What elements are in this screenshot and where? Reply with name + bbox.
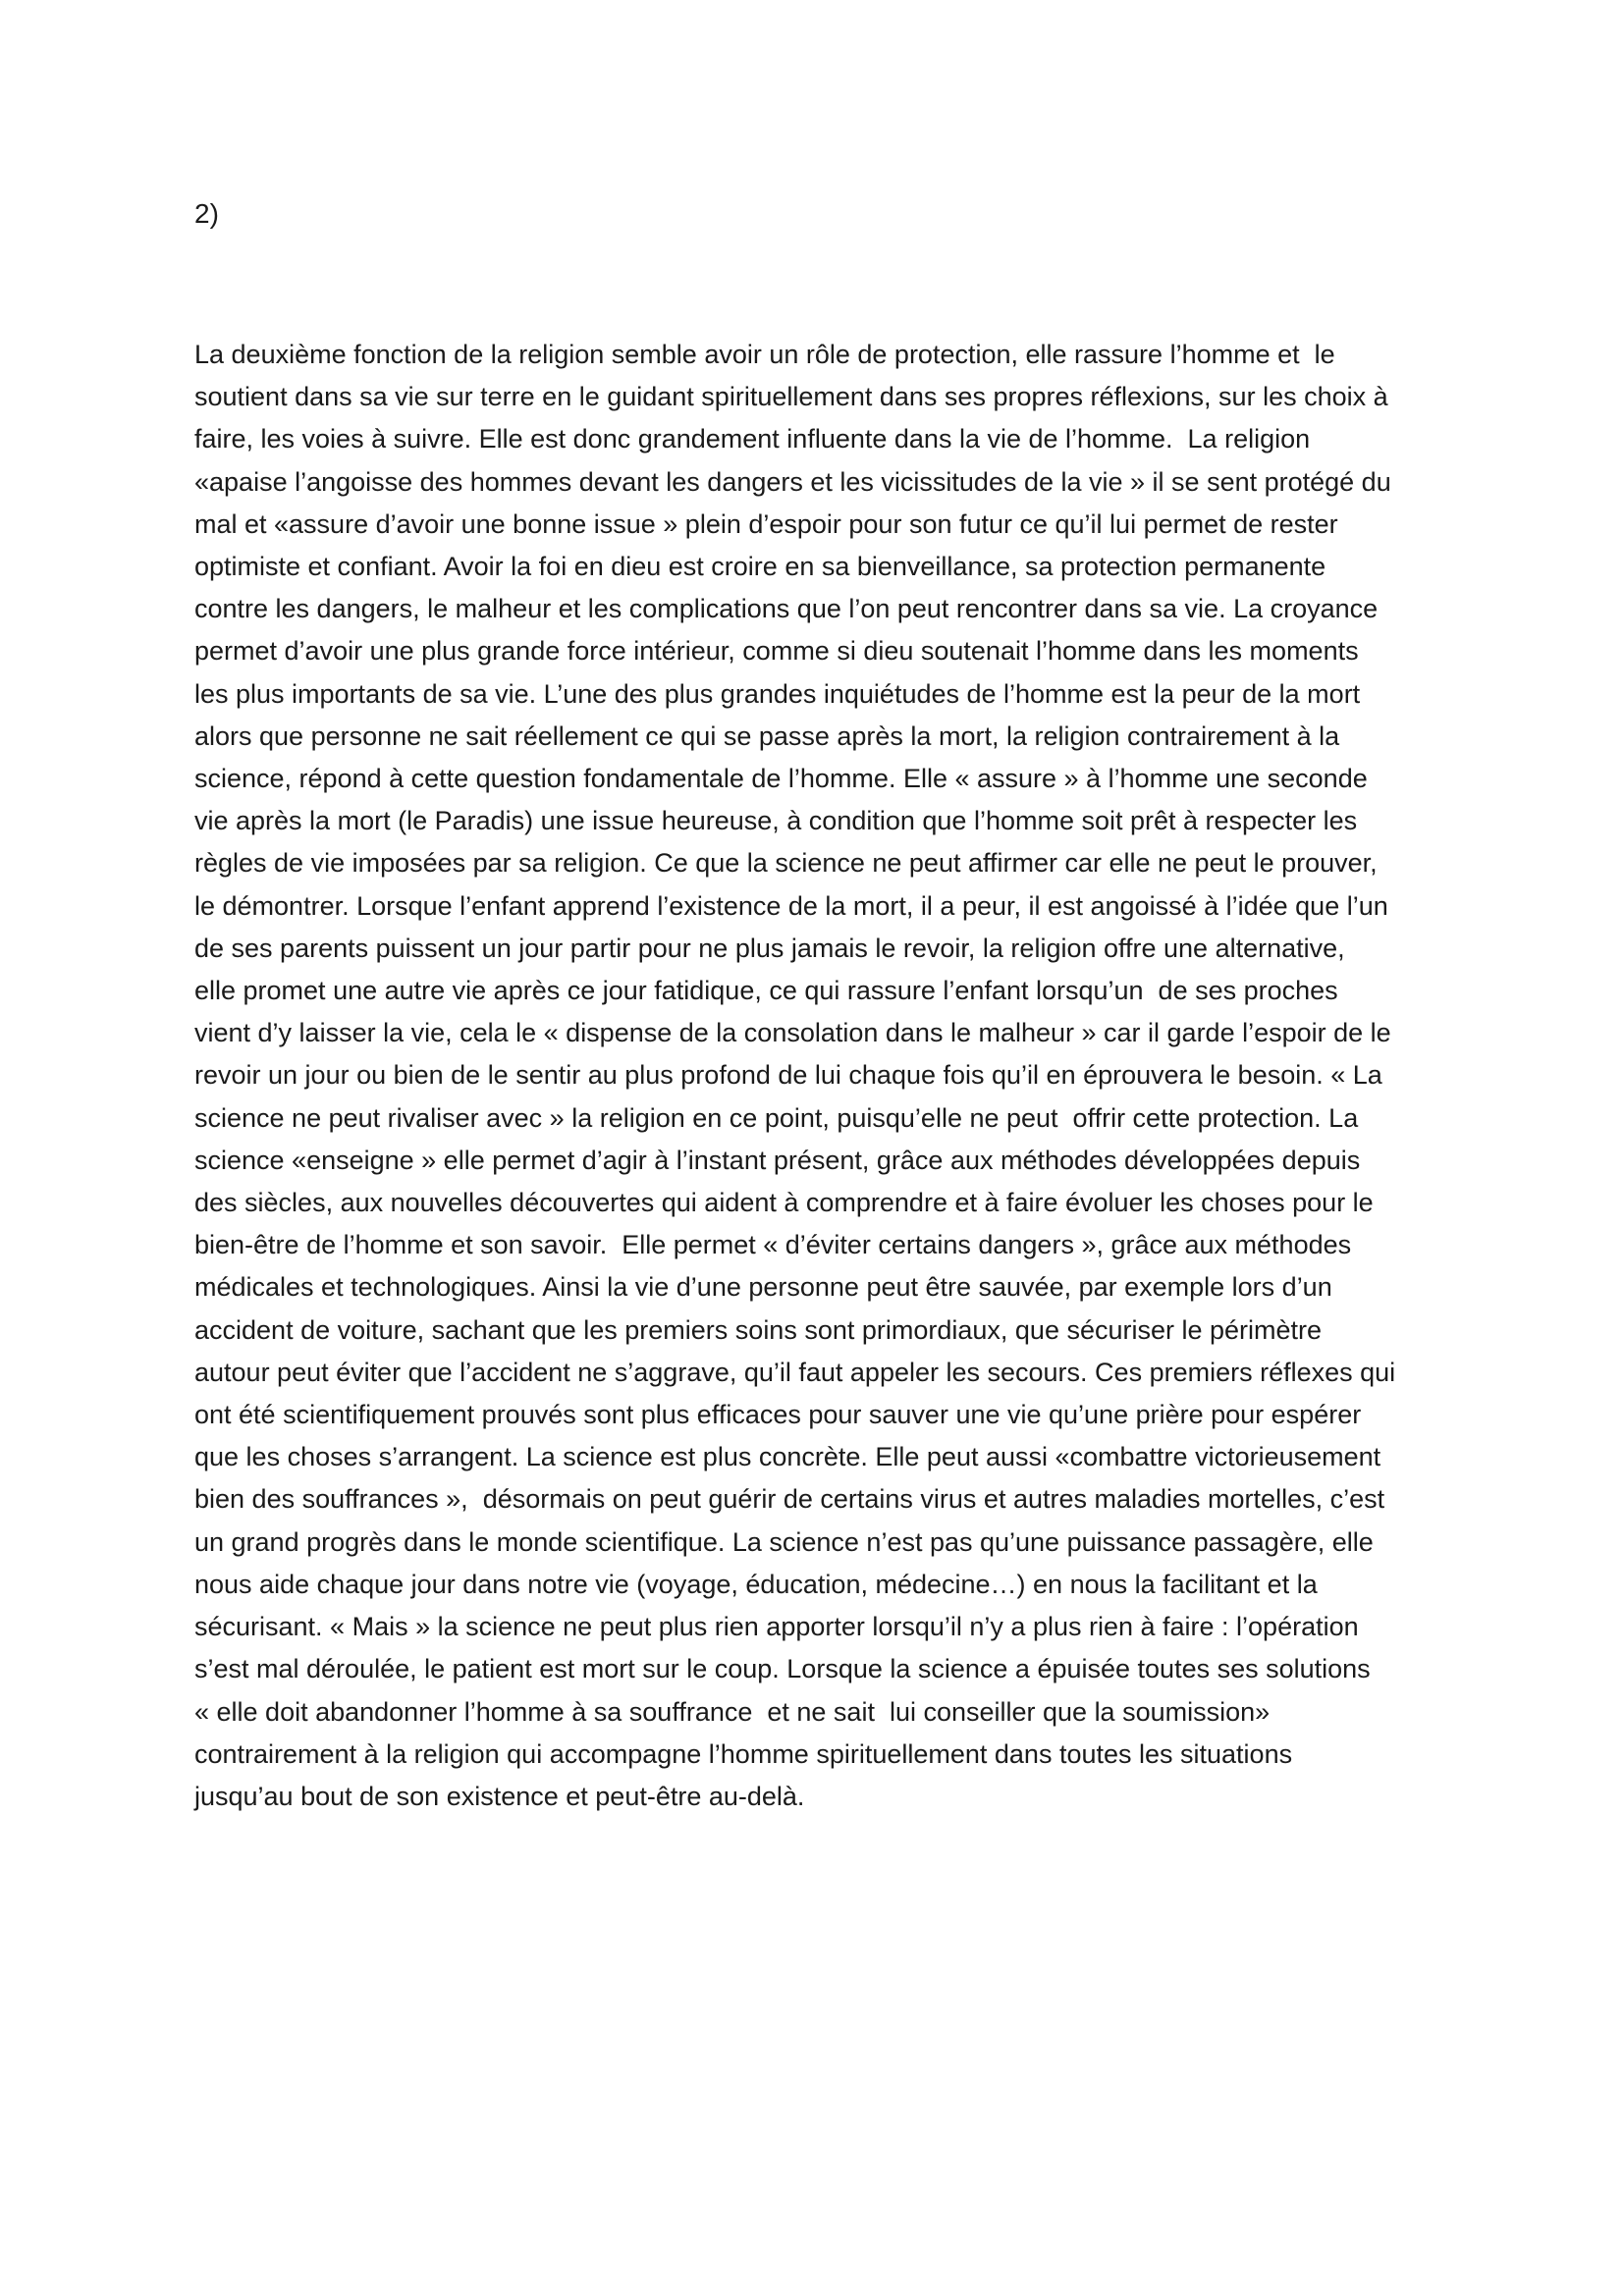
text-line: sécurisant. « Mais » la science ne peut plus rien apporter lorsqu’il n’y a plus rien à faire : l’opération — [194, 1612, 1359, 1642]
text-line: mal et «assure d’avoir une bonne issue » plein d’espoir pour son futur ce qu’il lui permet de rester — [194, 508, 1338, 539]
section-number: 2) — [194, 198, 219, 229]
text-line: s’est mal déroulée, le patient est mort sur le coup. Lorsque la science a épuisée toutes ses solutions — [194, 1654, 1371, 1684]
text-line: La deuxième fonction de la religion semble avoir un rôle de protection, elle rassure l’homme et le — [194, 340, 1335, 369]
text-line: un grand progrès dans le monde scientifique. La science n’est pas qu’une puissance passagère, elle — [194, 1526, 1374, 1557]
text-line: science, répond à cette question fondamentale de l’homme. Elle « assure » à l’homme une seconde — [194, 764, 1368, 794]
text-line: autour peut éviter que l’accident ne s’aggrave, qu’il faut appeler les secours. Ces premiers réflexes qui — [194, 1357, 1396, 1387]
text-line: elle promet une autre vie après ce jour fatidique, ce qui rassure l’enfant lorsqu’un de ses proches — [194, 976, 1338, 1006]
text-line: ont été scientifiquement prouvés sont plus efficaces pour sauver une vie qu’une prière pour espérer — [194, 1400, 1362, 1430]
text-line: science «enseigne » elle permet d’agir à l’instant présent, grâce aux méthodes développées depuis — [194, 1145, 1361, 1175]
text-line: des siècles, aux nouvelles découvertes qui aident à comprendre et à faire évoluer les choses pour le — [194, 1188, 1374, 1218]
text-line: nous aide chaque jour dans notre vie (voyage, éducation, médecine…) en nous la facilitant et la — [194, 1569, 1318, 1599]
text-line: médicales et technologiques. Ainsi la vie d’une personne peut être sauvée, par exemple lors d’un — [194, 1272, 1332, 1303]
text-line: accident de voiture, sachant que les premiers soins sont primordiaux, que sécuriser le périmètre — [194, 1314, 1323, 1345]
text-line: vie après la mort (le Paradis) une issue heureuse, à condition que l’homme soit prêt à respecter les — [194, 806, 1358, 836]
text-line: bien-être de l’homme et son savoir. Elle permet « d’éviter certains dangers », grâce aux méthodes — [194, 1230, 1352, 1260]
text-line: permet d’avoir une plus grande force intérieur, comme si dieu soutenait l’homme dans les moments — [194, 636, 1359, 667]
text-line: «apaise l’angoisse des hommes devant les dangers et les vicissitudes de la vie » il se sent protégé du — [194, 466, 1391, 497]
text-line: règles de vie imposées par sa religion. Ce que la science ne peut affirmer car elle ne peut le prouver, — [194, 848, 1378, 879]
text-line: soutient dans sa vie sur terre en le guidant spirituellement dans ses propres réflexions, sur les choix à — [194, 382, 1388, 412]
text-line: le démontrer. Lorsque l’enfant apprend l’existence de la mort, il a peur, il est angoissé à l’idée que l’un — [194, 890, 1388, 921]
text-line: optimiste et confiant. Avoir la foi en dieu est croire en sa bienveillance, sa protection permanente — [194, 552, 1326, 582]
text-line: contrairement à la religion qui accompagne l’homme spirituellement dans toutes les situations — [194, 1738, 1293, 1769]
body-paragraph — [194, 334, 1451, 1818]
text-line: que les choses s’arrangent. La science est plus concrète. Elle peut aussi «combattre victorieusement — [194, 1442, 1381, 1472]
text-line: science ne peut rivaliser avec » la religion en ce point, puisqu’elle ne peut offrir cette protection. La — [194, 1102, 1359, 1133]
text-line: jusqu’au bout de son existence et peut-être au-delà. — [194, 1781, 805, 1811]
text-line: faire, les voies à suivre. Elle est donc grandement influente dans la vie de l’homme. La religion — [194, 424, 1311, 454]
text-line: alors que personne ne sait réellement ce qui se passe après la mort, la religion contrairement à la — [194, 721, 1340, 751]
text-line: bien des souffrances », désormais on peut guérir de certains virus et autres maladies mortelles, c’est — [194, 1484, 1385, 1515]
text-line: revoir un jour ou bien de le sentir au plus profond de lui chaque fois qu’il en éprouvera le besoin. « La — [194, 1060, 1382, 1091]
text-line: vient d’y laisser la vie, cela le « dispense de la consolation dans le malheur » car il garde l’espoir de le — [194, 1018, 1391, 1048]
text-line: contre les dangers, le malheur et les complications que l’on peut rencontrer dans sa vie. La croyance — [194, 594, 1379, 624]
text-line: « elle doit abandonner l’homme à sa souffrance et ne sait lui conseiller que la soumission» — [194, 1696, 1271, 1727]
text-line: les plus importants de sa vie. L’une des plus grandes inquiétudes de l’homme est la peur de la mort — [194, 678, 1361, 709]
text-line: de ses parents puissent un jour partir pour ne plus jamais le revoir, la religion offre une alternative, — [194, 933, 1345, 963]
